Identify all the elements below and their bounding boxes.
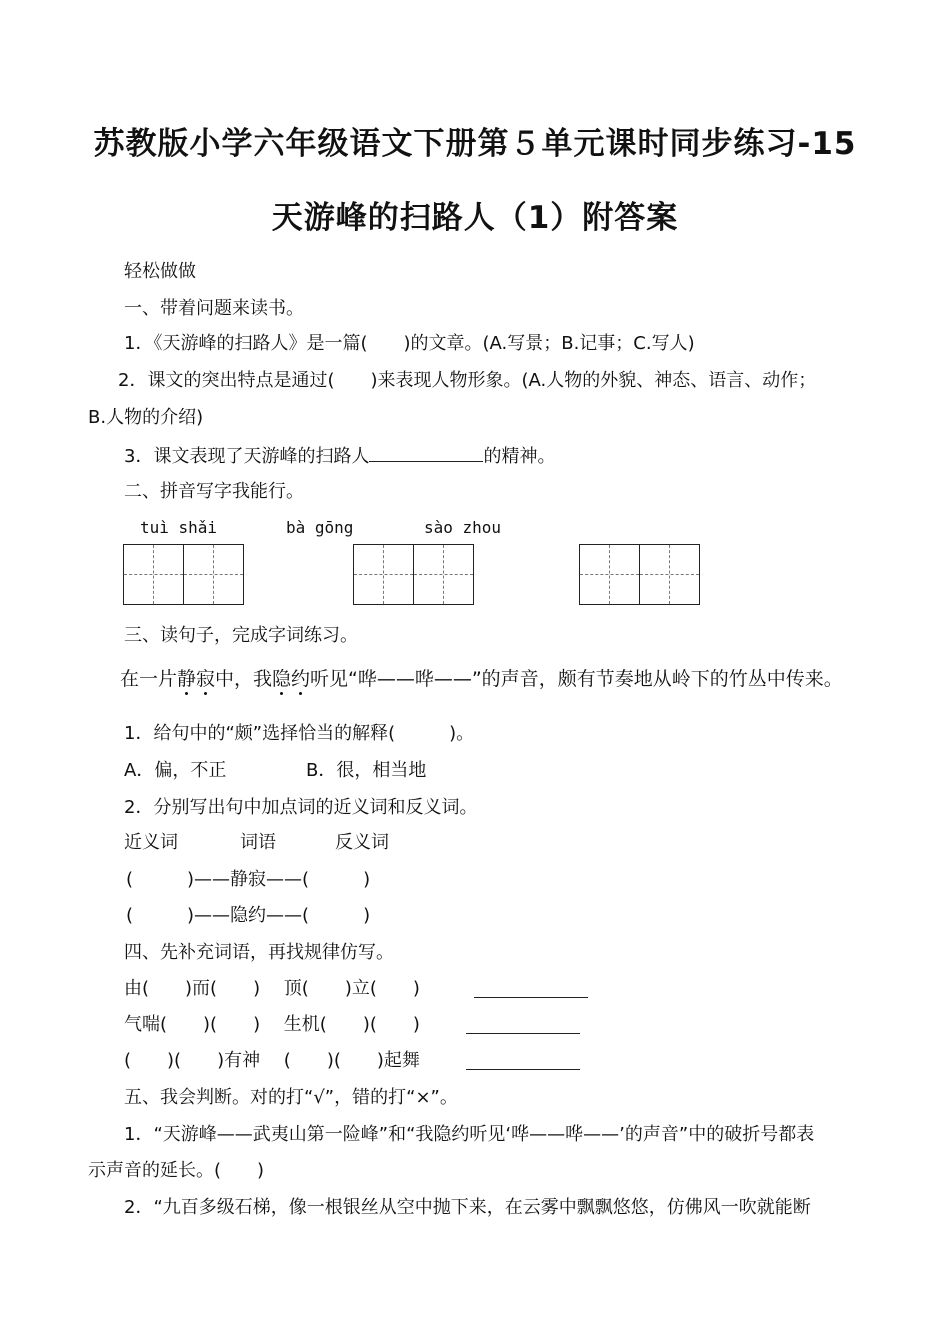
pinyin-2: bà gōng: [286, 518, 354, 537]
q4-row1-blank[interactable]: [474, 979, 588, 998]
q3-option-a[interactable]: A．偏，不正: [124, 760, 227, 781]
q5-item1-line2[interactable]: 示声音的延长。( ): [88, 1160, 265, 1181]
emphasis-dot: [204, 692, 207, 695]
section-easy-label: 轻松做做: [124, 261, 196, 282]
emphasis-dot: [280, 692, 283, 695]
page-title-line1: 苏教版小学六年级语文下册第５单元课时同步练习-15: [93, 126, 857, 162]
q4-row3-text: ( )( )有神 ( )( )起舞: [124, 1050, 420, 1071]
grid-cell[interactable]: [579, 544, 640, 605]
q5-item1-line1: 1．“天游峰——武夷山第一险峰”和“我隐约听见‘哗——哗——’的声音”中的破折号都表: [124, 1124, 815, 1145]
q4-row3-blank[interactable]: [466, 1051, 580, 1070]
q4-row1[interactable]: [124, 977, 420, 1001]
grid-cell[interactable]: [123, 544, 184, 605]
writing-grid-1[interactable]: [123, 544, 243, 604]
q4-row2-text: 气喘( )( ) 生机( )( ): [124, 1014, 420, 1035]
q3-item2: 2．分别写出句中加点词的近义词和反义词。: [124, 797, 478, 818]
q4-row2[interactable]: [124, 1013, 420, 1037]
q4-row1-text: 由( )而( ) 顶( )立( ): [124, 978, 420, 999]
q4-heading: 四、先补充词语，再找规律仿写。: [124, 942, 394, 963]
q1-item3-after: 的精神。: [483, 446, 556, 467]
q4-row3[interactable]: [124, 1049, 420, 1073]
grid-cell[interactable]: [183, 544, 244, 605]
q2-heading: 二、拼音写字我能行。: [124, 481, 304, 502]
col-word: 词语: [240, 832, 276, 853]
q4-row2-blank[interactable]: [466, 1015, 580, 1034]
pinyin-1: tuì shǎi: [140, 518, 218, 537]
grid-cell[interactable]: [413, 544, 474, 605]
grid-cell[interactable]: [639, 544, 700, 605]
page-title-line2: 天游峰的扫路人（1）附答案: [271, 200, 679, 236]
q3-row-yinyue[interactable]: ( )——隐约——( ): [126, 905, 371, 926]
q1-item2-line1: 2．课文的突出特点是通过( )来表现人物形象。(A.人物的外貌、神态、语言、动作；: [118, 370, 817, 391]
q3-item1: 1．给句中的“颇”选择恰当的解释( )。: [124, 723, 475, 744]
q1-item3: [124, 443, 555, 469]
q1-item1: 1．《天游峰的扫路人》是一篇( )的文章。(A.写景；B.记事；C.写人): [124, 333, 695, 354]
q1-item2-line2: B.人物的介绍): [88, 407, 204, 428]
writing-grid-2[interactable]: [353, 544, 473, 604]
col-antonym: 反义词: [335, 832, 389, 853]
q1-heading: 一、带着问题来读书。: [124, 298, 304, 319]
col-synonym: 近义词: [124, 832, 178, 853]
q1-item3-blank[interactable]: [369, 443, 483, 462]
writing-grid-3[interactable]: [579, 544, 699, 604]
q3-row-jingji[interactable]: ( )——静寂——( ): [126, 869, 371, 890]
q3-sentence: 在一片静寂中，我隐约听见“哗——哗——”的声音，颇有节奏地从岭下的竹丛中传来。: [120, 668, 843, 690]
grid-cell[interactable]: [353, 544, 414, 605]
q5-item2: 2．“九百多级石梯，像一根银丝从空中抛下来，在云雾中飘飘悠悠，仿佛风一吹就能断: [124, 1197, 811, 1218]
q3-option-b[interactable]: B．很，相当地: [306, 760, 427, 781]
q1-item3-before: 3．课文表现了天游峰的扫路人: [124, 446, 370, 467]
emphasis-dot: [299, 692, 302, 695]
emphasis-dot: [185, 692, 188, 695]
q5-heading: 五、我会判断。对的打“√”，错的打“×”。: [124, 1087, 458, 1108]
pinyin-3: sào zhou: [424, 518, 502, 537]
q3-heading: 三、读句子，完成字词练习。: [124, 625, 358, 646]
